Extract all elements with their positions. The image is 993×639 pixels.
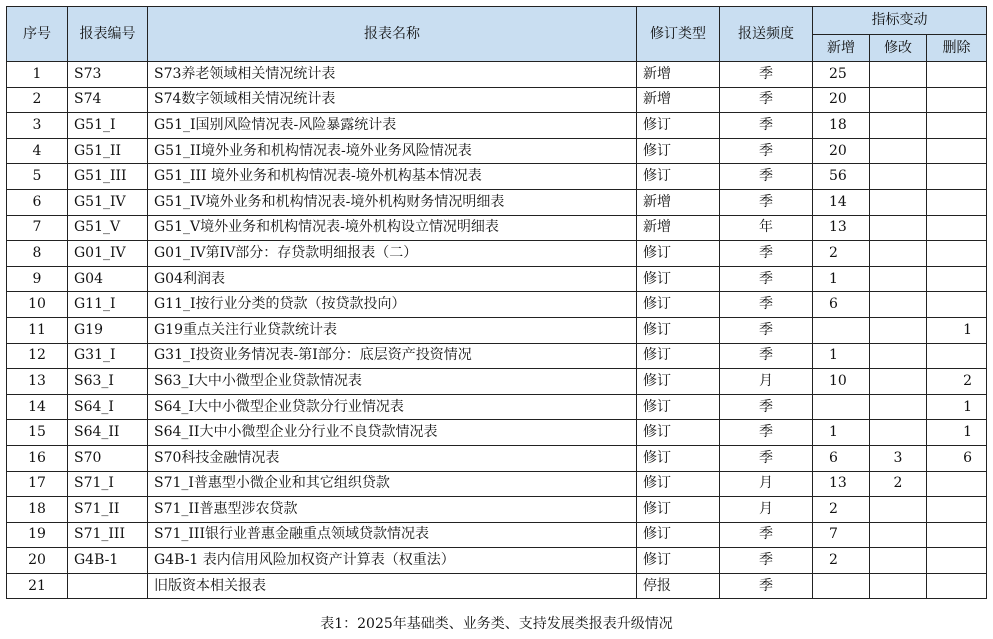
cell-revision-type: 停报 bbox=[637, 573, 720, 599]
table-row bbox=[7, 394, 987, 420]
cell-frequency: 月 bbox=[720, 471, 813, 497]
cell-added bbox=[813, 317, 870, 343]
cell-code: G51_III bbox=[68, 164, 148, 190]
cell-name: S71_I普惠型小微企业和其它组织贷款 bbox=[148, 471, 637, 497]
cell-modified bbox=[870, 548, 927, 574]
cell-seq: 3 bbox=[7, 113, 68, 139]
cell-added: 6 bbox=[813, 445, 870, 471]
cell-revision-type: 修订 bbox=[637, 292, 720, 318]
cell-frequency: 季 bbox=[720, 317, 813, 343]
header-seq: 序号 bbox=[7, 7, 68, 62]
table-row bbox=[7, 471, 987, 497]
cell-seq: 16 bbox=[7, 445, 68, 471]
cell-code: S74 bbox=[68, 87, 148, 113]
cell-frequency: 月 bbox=[720, 497, 813, 523]
table-row bbox=[7, 445, 987, 471]
cell-added: 13 bbox=[813, 215, 870, 241]
header-name: 报表名称 bbox=[148, 7, 637, 62]
cell-deleted bbox=[927, 497, 987, 523]
cell-added: 18 bbox=[813, 113, 870, 139]
cell-code: S73 bbox=[68, 62, 148, 88]
cell-added: 1 bbox=[813, 343, 870, 369]
cell-deleted bbox=[927, 164, 987, 190]
cell-frequency: 季 bbox=[720, 164, 813, 190]
cell-name: G51_II境外业务和机构情况表-境外业务风险情况表 bbox=[148, 138, 637, 164]
cell-code: G4B-1 bbox=[68, 548, 148, 574]
cell-revision-type: 新增 bbox=[637, 215, 720, 241]
cell-code: G51_I bbox=[68, 113, 148, 139]
header-modified: 修改 bbox=[870, 35, 927, 62]
cell-revision-type: 新增 bbox=[637, 87, 720, 113]
cell-name: G04利润表 bbox=[148, 266, 637, 292]
cell-code: G51_II bbox=[68, 138, 148, 164]
cell-deleted bbox=[927, 62, 987, 88]
table-row bbox=[7, 420, 987, 446]
cell-added: 10 bbox=[813, 369, 870, 395]
cell-modified bbox=[870, 522, 927, 548]
table-row bbox=[7, 189, 987, 215]
cell-deleted bbox=[927, 113, 987, 139]
table-row bbox=[7, 573, 987, 599]
cell-modified: 3 bbox=[870, 445, 927, 471]
cell-name: S63_I大中小微型企业贷款情况表 bbox=[148, 369, 637, 395]
cell-seq: 21 bbox=[7, 573, 68, 599]
cell-revision-type: 修订 bbox=[637, 548, 720, 574]
table-row bbox=[7, 241, 987, 267]
cell-deleted: 2 bbox=[927, 369, 987, 395]
cell-name: G51_V境外业务和机构情况表-境外机构设立情况明细表 bbox=[148, 215, 637, 241]
cell-code: S71_I bbox=[68, 471, 148, 497]
cell-seq: 7 bbox=[7, 215, 68, 241]
cell-seq: 20 bbox=[7, 548, 68, 574]
table-row bbox=[7, 522, 987, 548]
table-row bbox=[7, 215, 987, 241]
cell-added bbox=[813, 573, 870, 599]
cell-modified bbox=[870, 343, 927, 369]
cell-modified bbox=[870, 292, 927, 318]
cell-name: G19重点关注行业贷款统计表 bbox=[148, 317, 637, 343]
header-frequency: 报送频度 bbox=[720, 7, 813, 62]
cell-revision-type: 新增 bbox=[637, 62, 720, 88]
cell-revision-type: 修订 bbox=[637, 164, 720, 190]
cell-seq: 18 bbox=[7, 497, 68, 523]
cell-seq: 10 bbox=[7, 292, 68, 318]
cell-deleted bbox=[927, 292, 987, 318]
report-upgrade-table bbox=[6, 6, 987, 599]
cell-name: G51_IV境外业务和机构情况表-境外机构财务情况明细表 bbox=[148, 189, 637, 215]
header-deleted: 删除 bbox=[927, 35, 987, 62]
cell-frequency: 月 bbox=[720, 369, 813, 395]
cell-name: G4B-1 表内信用风险加权资产计算表（权重法） bbox=[148, 548, 637, 574]
cell-code: S64_II bbox=[68, 420, 148, 446]
cell-code: G51_IV bbox=[68, 189, 148, 215]
cell-frequency: 年 bbox=[720, 215, 813, 241]
cell-modified bbox=[870, 215, 927, 241]
cell-deleted bbox=[927, 241, 987, 267]
cell-added: 20 bbox=[813, 138, 870, 164]
cell-revision-type: 修订 bbox=[637, 343, 720, 369]
cell-added: 56 bbox=[813, 164, 870, 190]
cell-deleted bbox=[927, 266, 987, 292]
cell-revision-type: 修订 bbox=[637, 394, 720, 420]
cell-seq: 12 bbox=[7, 343, 68, 369]
cell-frequency: 季 bbox=[720, 343, 813, 369]
cell-frequency: 季 bbox=[720, 189, 813, 215]
cell-modified bbox=[870, 138, 927, 164]
cell-seq: 9 bbox=[7, 266, 68, 292]
cell-name: G51_III 境外业务和机构情况表-境外机构基本情况表 bbox=[148, 164, 637, 190]
table-body bbox=[7, 62, 987, 599]
cell-frequency: 季 bbox=[720, 138, 813, 164]
cell-code: S64_I bbox=[68, 394, 148, 420]
table-row bbox=[7, 292, 987, 318]
cell-added bbox=[813, 394, 870, 420]
header-revision-type: 修订类型 bbox=[637, 7, 720, 62]
cell-modified bbox=[870, 164, 927, 190]
cell-seq: 13 bbox=[7, 369, 68, 395]
header-added: 新增 bbox=[813, 35, 870, 62]
cell-revision-type: 修订 bbox=[637, 522, 720, 548]
cell-modified bbox=[870, 369, 927, 395]
cell-deleted bbox=[927, 189, 987, 215]
cell-frequency: 季 bbox=[720, 394, 813, 420]
cell-added: 20 bbox=[813, 87, 870, 113]
cell-code: S70 bbox=[68, 445, 148, 471]
cell-frequency: 季 bbox=[720, 62, 813, 88]
table-row bbox=[7, 62, 987, 88]
table-row bbox=[7, 87, 987, 113]
cell-code: G31_I bbox=[68, 343, 148, 369]
cell-seq: 8 bbox=[7, 241, 68, 267]
cell-name: S73养老领域相关情况统计表 bbox=[148, 62, 637, 88]
cell-deleted bbox=[927, 471, 987, 497]
cell-frequency: 季 bbox=[720, 113, 813, 139]
table-row bbox=[7, 164, 987, 190]
cell-modified bbox=[870, 113, 927, 139]
cell-deleted bbox=[927, 573, 987, 599]
cell-modified bbox=[870, 241, 927, 267]
cell-frequency: 季 bbox=[720, 292, 813, 318]
table-row bbox=[7, 497, 987, 523]
cell-name: S71_III银行业普惠金融重点领域贷款情况表 bbox=[148, 522, 637, 548]
header-indicator-change: 指标变动 bbox=[813, 7, 987, 35]
cell-added: 7 bbox=[813, 522, 870, 548]
cell-code: G11_I bbox=[68, 292, 148, 318]
cell-deleted: 1 bbox=[927, 394, 987, 420]
cell-added: 1 bbox=[813, 420, 870, 446]
cell-name: S64_I大中小微型企业贷款分行业情况表 bbox=[148, 394, 637, 420]
cell-code: S71_II bbox=[68, 497, 148, 523]
cell-frequency: 季 bbox=[720, 445, 813, 471]
cell-modified bbox=[870, 189, 927, 215]
cell-seq: 2 bbox=[7, 87, 68, 113]
cell-deleted: 6 bbox=[927, 445, 987, 471]
cell-revision-type: 修订 bbox=[637, 471, 720, 497]
cell-name: S70科技金融情况表 bbox=[148, 445, 637, 471]
cell-name: G51_I国别风险情况表-风险暴露统计表 bbox=[148, 113, 637, 139]
cell-added: 6 bbox=[813, 292, 870, 318]
cell-frequency: 季 bbox=[720, 522, 813, 548]
cell-seq: 15 bbox=[7, 420, 68, 446]
cell-code bbox=[68, 573, 148, 599]
cell-revision-type: 修订 bbox=[637, 445, 720, 471]
cell-revision-type: 修订 bbox=[637, 113, 720, 139]
cell-deleted bbox=[927, 522, 987, 548]
cell-frequency: 季 bbox=[720, 87, 813, 113]
cell-code: S71_III bbox=[68, 522, 148, 548]
cell-frequency: 季 bbox=[720, 420, 813, 446]
cell-revision-type: 修订 bbox=[637, 420, 720, 446]
cell-revision-type: 修订 bbox=[637, 266, 720, 292]
cell-name: G01_IV第IV部分：存贷款明细报表（二） bbox=[148, 241, 637, 267]
cell-code: G51_V bbox=[68, 215, 148, 241]
cell-name: G31_I投资业务情况表-第I部分：底层资产投资情况 bbox=[148, 343, 637, 369]
cell-deleted bbox=[927, 343, 987, 369]
cell-revision-type: 修订 bbox=[637, 138, 720, 164]
table-header bbox=[7, 7, 987, 62]
cell-added: 2 bbox=[813, 241, 870, 267]
cell-revision-type: 修订 bbox=[637, 369, 720, 395]
cell-deleted: 1 bbox=[927, 420, 987, 446]
cell-deleted bbox=[927, 215, 987, 241]
table-row bbox=[7, 369, 987, 395]
table-row bbox=[7, 343, 987, 369]
cell-revision-type: 修订 bbox=[637, 317, 720, 343]
cell-seq: 4 bbox=[7, 138, 68, 164]
cell-seq: 11 bbox=[7, 317, 68, 343]
cell-deleted: 1 bbox=[927, 317, 987, 343]
cell-seq: 17 bbox=[7, 471, 68, 497]
cell-seq: 14 bbox=[7, 394, 68, 420]
cell-modified bbox=[870, 266, 927, 292]
cell-seq: 5 bbox=[7, 164, 68, 190]
table-row bbox=[7, 113, 987, 139]
table-row bbox=[7, 138, 987, 164]
cell-seq: 1 bbox=[7, 62, 68, 88]
cell-code: G19 bbox=[68, 317, 148, 343]
cell-code: G04 bbox=[68, 266, 148, 292]
table-row bbox=[7, 317, 987, 343]
cell-modified bbox=[870, 317, 927, 343]
cell-modified bbox=[870, 394, 927, 420]
cell-modified: 2 bbox=[870, 471, 927, 497]
cell-name: S64_II大中小微型企业分行业不良贷款情况表 bbox=[148, 420, 637, 446]
cell-seq: 19 bbox=[7, 522, 68, 548]
cell-revision-type: 新增 bbox=[637, 189, 720, 215]
cell-name: S74数字领域相关情况统计表 bbox=[148, 87, 637, 113]
cell-modified bbox=[870, 87, 927, 113]
cell-frequency: 季 bbox=[720, 266, 813, 292]
cell-added: 1 bbox=[813, 266, 870, 292]
cell-frequency: 季 bbox=[720, 573, 813, 599]
cell-deleted bbox=[927, 138, 987, 164]
cell-added: 2 bbox=[813, 497, 870, 523]
header-code: 报表编号 bbox=[68, 7, 148, 62]
cell-modified bbox=[870, 62, 927, 88]
cell-deleted bbox=[927, 548, 987, 574]
table-row bbox=[7, 548, 987, 574]
cell-modified bbox=[870, 420, 927, 446]
cell-revision-type: 修订 bbox=[637, 241, 720, 267]
cell-added: 13 bbox=[813, 471, 870, 497]
cell-modified bbox=[870, 497, 927, 523]
cell-code: S63_I bbox=[68, 369, 148, 395]
cell-added: 25 bbox=[813, 62, 870, 88]
cell-frequency: 季 bbox=[720, 241, 813, 267]
cell-modified bbox=[870, 573, 927, 599]
cell-deleted bbox=[927, 87, 987, 113]
table-row bbox=[7, 266, 987, 292]
cell-added: 14 bbox=[813, 189, 870, 215]
table-caption: 表1：2025年基础类、业务类、支持发展类报表升级情况 bbox=[320, 616, 673, 632]
cell-code: G01_IV bbox=[68, 241, 148, 267]
cell-name: 旧版资本相关报表 bbox=[148, 573, 637, 599]
cell-added: 2 bbox=[813, 548, 870, 574]
cell-name: G11_I按行业分类的贷款（按贷款投向） bbox=[148, 292, 637, 318]
cell-name: S71_II普惠型涉农贷款 bbox=[148, 497, 637, 523]
cell-frequency: 季 bbox=[720, 548, 813, 574]
cell-seq: 6 bbox=[7, 189, 68, 215]
cell-revision-type: 修订 bbox=[637, 497, 720, 523]
